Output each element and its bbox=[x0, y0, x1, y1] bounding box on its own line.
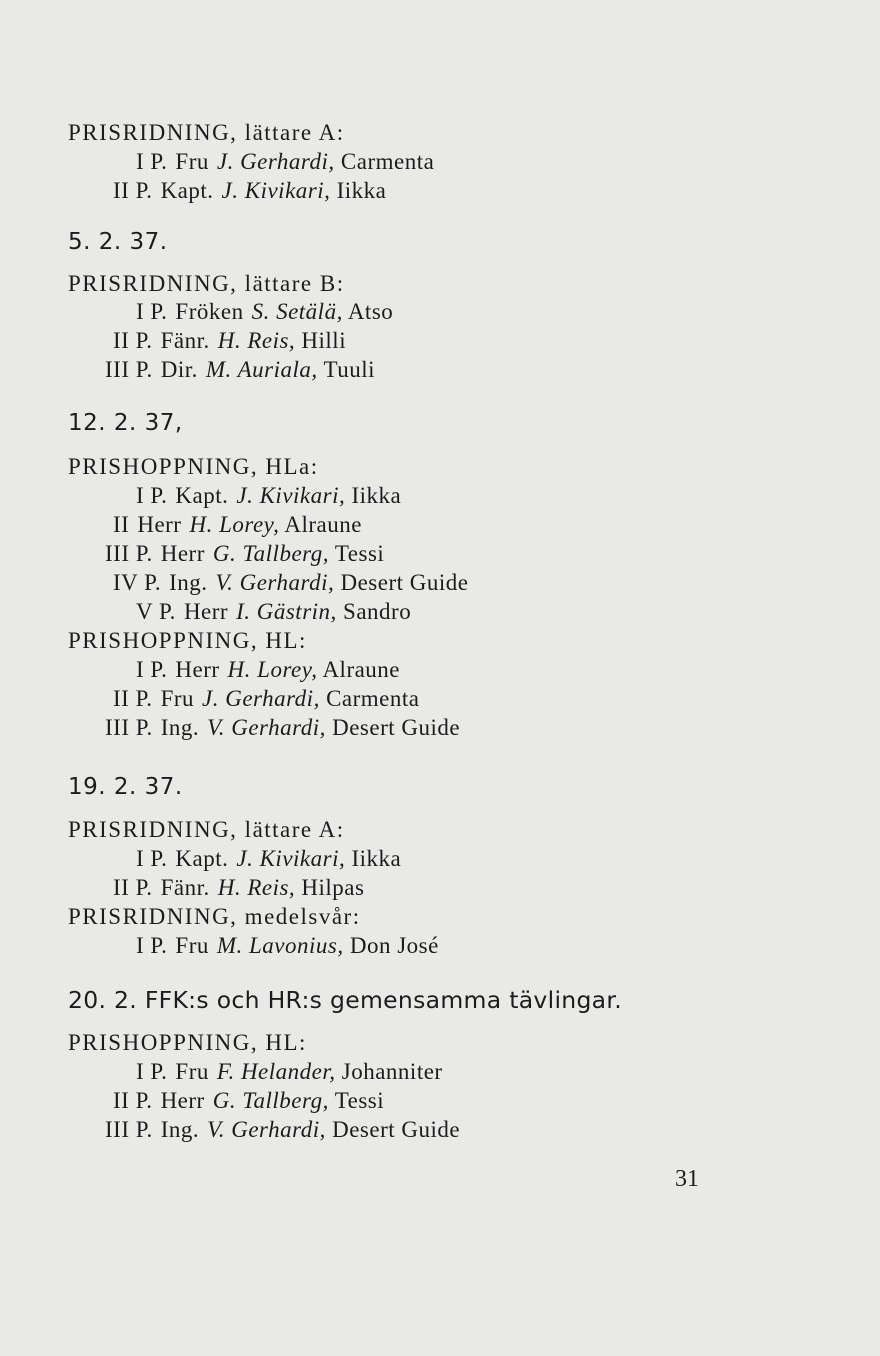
result-entry bbox=[136, 1058, 443, 1086]
result-entry bbox=[113, 1087, 384, 1115]
rider-title: Fru bbox=[175, 933, 209, 958]
result-entry bbox=[105, 356, 375, 384]
horse-name: Don José bbox=[349, 933, 439, 958]
horse-name: Johanniter bbox=[341, 1059, 443, 1084]
rider-title: Ing. bbox=[160, 1117, 200, 1142]
rider-name: J. Gerhardi, bbox=[202, 686, 320, 711]
result-entry bbox=[105, 540, 384, 568]
placing: IV P. bbox=[113, 570, 162, 595]
result-entry bbox=[105, 1116, 460, 1144]
result-entry bbox=[113, 327, 346, 355]
result-entry bbox=[136, 845, 401, 873]
placing: I P. bbox=[136, 299, 168, 324]
rider-name: M. Lavonius, bbox=[216, 933, 344, 958]
result-entry bbox=[113, 511, 362, 539]
horse-name: Alraune bbox=[322, 657, 401, 682]
rider-title: Fru bbox=[175, 149, 209, 174]
rider-title: Ing. bbox=[160, 715, 200, 740]
placing: II P. bbox=[113, 1088, 153, 1113]
rider-name: F. Helander, bbox=[216, 1059, 336, 1084]
rider-title: Fänr. bbox=[160, 328, 210, 353]
rider-name: I. Gästrin, bbox=[236, 599, 337, 624]
date-heading: 19. 2. 37. bbox=[68, 774, 183, 800]
date-heading: 5. 2. 37. bbox=[68, 229, 168, 255]
horse-name: Desert Guide bbox=[332, 1117, 461, 1142]
rider-name: G. Tallberg, bbox=[212, 1088, 329, 1113]
placing: I P. bbox=[136, 846, 168, 871]
rider-name: J. Kivikari, bbox=[236, 483, 346, 508]
result-entry bbox=[136, 148, 434, 176]
result-entry bbox=[113, 177, 386, 205]
result-entry bbox=[113, 685, 419, 713]
result-entry bbox=[113, 874, 364, 902]
rider-name: V. Gerhardi, bbox=[215, 570, 335, 595]
rider-name: J. Kivikari, bbox=[221, 178, 331, 203]
rider-name: S. Setälä, bbox=[251, 299, 343, 324]
rider-name: H. Lorey, bbox=[227, 657, 318, 682]
page-number: 31 bbox=[675, 1166, 699, 1192]
placing: II P. bbox=[113, 178, 153, 203]
rider-title: Kapt. bbox=[175, 846, 229, 871]
horse-name: Alraune bbox=[284, 512, 362, 537]
event-heading: PRISHOPPNING, HL: bbox=[68, 1030, 307, 1055]
horse-name: Tuuli bbox=[323, 357, 376, 382]
rider-title: Herr bbox=[160, 1088, 205, 1113]
result-entry bbox=[136, 656, 400, 684]
placing: II bbox=[113, 512, 130, 537]
horse-name: Desert Guide bbox=[332, 715, 461, 740]
rider-name: J. Kivikari, bbox=[236, 846, 346, 871]
event-heading: PRISHOPPNING, HL: bbox=[68, 628, 307, 653]
event-heading: PRISRIDNING, lättare A: bbox=[68, 817, 345, 842]
event-heading: PRISRIDNING, lättare B: bbox=[68, 271, 345, 296]
rider-name: H. Reis, bbox=[217, 875, 296, 900]
horse-name: Iikka bbox=[351, 846, 402, 871]
rider-title: Fru bbox=[175, 1059, 209, 1084]
rider-title: Dir. bbox=[160, 357, 198, 382]
rider-title: Herr bbox=[183, 599, 229, 624]
result-entry bbox=[136, 482, 401, 510]
rider-name: V. Gerhardi, bbox=[207, 1117, 326, 1142]
rider-title: Herr bbox=[137, 512, 182, 537]
event-heading: PRISHOPPNING, HLa: bbox=[68, 454, 319, 479]
horse-name: Tessi bbox=[334, 1088, 385, 1113]
horse-name: Iikka bbox=[351, 483, 402, 508]
horse-name: Desert Guide bbox=[340, 570, 469, 595]
event-heading: PRISRIDNING, medelsvår: bbox=[68, 904, 361, 929]
placing: II P. bbox=[113, 875, 153, 900]
rider-name: M. Auriala, bbox=[205, 357, 318, 382]
result-entry bbox=[105, 714, 460, 742]
rider-title: Fröken bbox=[175, 299, 244, 324]
horse-name: Hilpas bbox=[301, 875, 365, 900]
result-entry bbox=[136, 932, 439, 960]
date-heading: 20. 2. FFK:s och HR:s gemensamma tävlingar. bbox=[68, 986, 622, 1014]
placing: I P. bbox=[136, 657, 168, 682]
result-entry bbox=[136, 298, 393, 326]
event-heading: PRISRIDNING, lättare A: bbox=[68, 120, 345, 145]
result-entry bbox=[113, 569, 468, 597]
placing: III P. bbox=[105, 715, 153, 740]
rider-name: G. Tallberg, bbox=[212, 541, 330, 566]
rider-title: Fru bbox=[160, 686, 195, 711]
horse-name: Sandro bbox=[343, 599, 412, 624]
rider-name: H. Lorey, bbox=[189, 512, 280, 537]
rider-title: Kapt. bbox=[175, 483, 229, 508]
date-heading: 12. 2. 37, bbox=[68, 410, 183, 436]
placing: II P. bbox=[113, 328, 153, 353]
placing: III P. bbox=[105, 1117, 153, 1142]
horse-name: Carmenta bbox=[326, 686, 420, 711]
horse-name: Tessi bbox=[334, 541, 385, 566]
placing: I P. bbox=[136, 149, 168, 174]
rider-name: H. Reis, bbox=[217, 328, 296, 353]
rider-title: Ing. bbox=[169, 570, 208, 595]
placing: I P. bbox=[136, 483, 168, 508]
rider-title: Fänr. bbox=[160, 875, 210, 900]
horse-name: Carmenta bbox=[340, 149, 435, 174]
rider-title: Herr bbox=[160, 541, 205, 566]
horse-name: Iikka bbox=[336, 178, 387, 203]
placing: I P. bbox=[136, 1059, 168, 1084]
placing: V P. bbox=[136, 599, 176, 624]
horse-name: Hilli bbox=[301, 328, 347, 353]
horse-name: Atso bbox=[347, 299, 394, 324]
placing: III P. bbox=[105, 541, 153, 566]
placing: III P. bbox=[105, 357, 153, 382]
placing: I P. bbox=[136, 933, 168, 958]
rider-name: V. Gerhardi, bbox=[207, 715, 326, 740]
rider-title: Kapt. bbox=[160, 178, 214, 203]
rider-title: Herr bbox=[175, 657, 220, 682]
rider-name: J. Gerhardi, bbox=[216, 149, 335, 174]
result-entry bbox=[136, 598, 411, 626]
placing: II P. bbox=[113, 686, 153, 711]
